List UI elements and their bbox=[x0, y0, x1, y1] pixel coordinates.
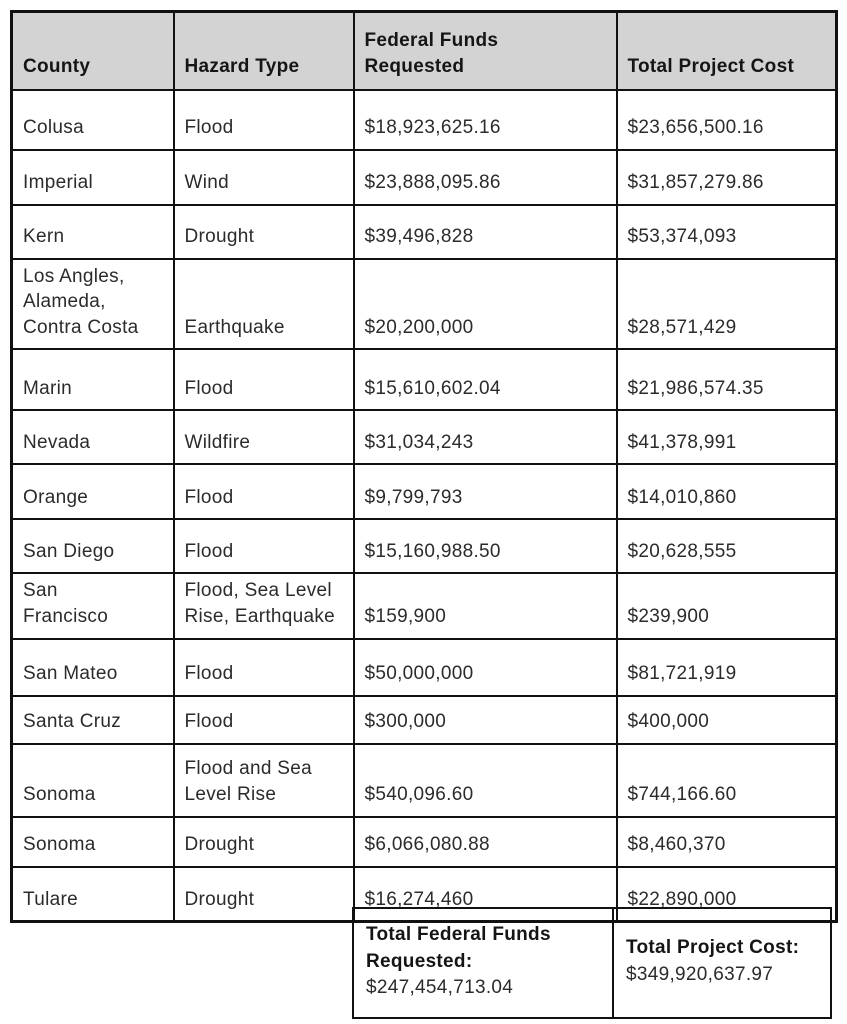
cell-federal-funds: $31,034,243 bbox=[354, 410, 617, 464]
cell-county: Imperial bbox=[12, 150, 174, 205]
cell-federal-funds: $50,000,000 bbox=[354, 639, 617, 696]
cell-total-cost: $81,721,919 bbox=[617, 639, 837, 696]
cell-total-cost: $239,900 bbox=[617, 573, 837, 638]
cell-county: San Mateo bbox=[12, 639, 174, 696]
cell-total-cost: $400,000 bbox=[617, 696, 837, 744]
table-row bbox=[12, 696, 837, 744]
cell-county: Tulare bbox=[12, 867, 174, 922]
cell-hazard-type: Drought bbox=[174, 817, 354, 867]
cell-county bbox=[12, 573, 174, 638]
table-row bbox=[12, 410, 837, 464]
cell-total-cost: $14,010,860 bbox=[617, 464, 837, 519]
cell-hazard-type: Earthquake bbox=[174, 259, 354, 350]
summary-federal-funds-cell bbox=[353, 908, 613, 1018]
cell-federal-funds: $9,799,793 bbox=[354, 464, 617, 519]
cell-hazard-type: Flood and Sea Level Rise bbox=[174, 744, 354, 817]
cell-total-cost: $31,857,279.86 bbox=[617, 150, 837, 205]
table-row bbox=[12, 519, 837, 573]
cell-federal-funds: $15,610,602.04 bbox=[354, 349, 617, 410]
table-row bbox=[12, 205, 837, 259]
table-header-row bbox=[12, 12, 837, 90]
cell-federal-funds: $300,000 bbox=[354, 696, 617, 744]
cell-county: Marin bbox=[12, 349, 174, 410]
cell-hazard-type: Wildfire bbox=[174, 410, 354, 464]
cell-federal-funds: $18,923,625.16 bbox=[354, 90, 617, 150]
cell-county bbox=[12, 259, 174, 350]
cell-county: Sonoma bbox=[12, 817, 174, 867]
table-row bbox=[12, 150, 837, 205]
summary-total-cost-label: Total Project Cost: bbox=[626, 937, 800, 959]
cell-county: Kern bbox=[12, 205, 174, 259]
cell-county: Sonoma bbox=[12, 744, 174, 817]
cell-federal-funds: $16,274,460 bbox=[354, 867, 617, 922]
cell-federal-funds: $20,200,000 bbox=[354, 259, 617, 350]
cell-hazard-type: Drought bbox=[174, 867, 354, 922]
cell-total-cost: $22,890,000 bbox=[617, 867, 837, 922]
cell-total-cost: $41,378,991 bbox=[617, 410, 837, 464]
cell-hazard-type: Flood, Sea Level Rise, Earthquake bbox=[174, 573, 354, 638]
column-header-county: County bbox=[12, 12, 174, 90]
cell-hazard-type: Flood bbox=[174, 519, 354, 573]
cell-hazard-type: Flood bbox=[174, 696, 354, 744]
cell-hazard-type: Flood bbox=[174, 639, 354, 696]
cell-total-cost: $21,986,574.35 bbox=[617, 349, 837, 410]
table-row bbox=[12, 639, 837, 696]
cell-total-cost: $23,656,500.16 bbox=[617, 90, 837, 150]
cell-hazard-type: Flood bbox=[174, 90, 354, 150]
summary-total-cost-value: $349,920,637.97 bbox=[626, 964, 774, 985]
column-header-federal-funds bbox=[354, 12, 617, 90]
cell-hazard-type: Wind bbox=[174, 150, 354, 205]
cell-federal-funds: $6,066,080.88 bbox=[354, 817, 617, 867]
column-header-total-project-cost: Total Project Cost bbox=[617, 12, 837, 90]
cell-county-text: San Francisco bbox=[23, 580, 109, 628]
cell-hazard-type: Drought bbox=[174, 205, 354, 259]
table-row bbox=[12, 259, 837, 350]
cell-county: Santa Cruz bbox=[12, 696, 174, 744]
cell-county: Colusa bbox=[12, 90, 174, 150]
cell-county-text: Los Angles, Alameda, Contra Costa bbox=[23, 265, 139, 338]
cell-county: Nevada bbox=[12, 410, 174, 464]
cell-federal-funds: $39,496,828 bbox=[354, 205, 617, 259]
cell-federal-funds: $159,900 bbox=[354, 573, 617, 638]
column-header-hazard-type: Hazard Type bbox=[174, 12, 354, 90]
cell-total-cost: $20,628,555 bbox=[617, 519, 837, 573]
summary-row bbox=[353, 908, 831, 1018]
summary-total-cost-cell bbox=[613, 908, 831, 1018]
table-row bbox=[12, 90, 837, 150]
column-header-federal-funds-label: Federal Funds Requested bbox=[364, 30, 499, 77]
cell-federal-funds: $15,160,988.50 bbox=[354, 519, 617, 573]
table-row bbox=[12, 744, 837, 817]
cell-hazard-type: Flood bbox=[174, 464, 354, 519]
cell-total-cost: $28,571,429 bbox=[617, 259, 837, 350]
cell-federal-funds: $540,096.60 bbox=[354, 744, 617, 817]
table-row bbox=[12, 817, 837, 867]
cell-hazard-type: Flood bbox=[174, 349, 354, 410]
summary-federal-funds-value: $247,454,713.04 bbox=[366, 977, 514, 999]
cell-county: San Diego bbox=[12, 519, 174, 573]
cell-total-cost: $8,460,370 bbox=[617, 817, 837, 867]
cell-federal-funds: $23,888,095.86 bbox=[354, 150, 617, 205]
cell-total-cost: $53,374,093 bbox=[617, 205, 837, 259]
table-row bbox=[12, 573, 837, 638]
table-row bbox=[12, 464, 837, 519]
summary-federal-funds-label: Total Federal Funds Requested: bbox=[366, 924, 551, 972]
table-row bbox=[12, 349, 837, 410]
hazard-funding-table bbox=[10, 10, 838, 923]
cell-county: Orange bbox=[12, 464, 174, 519]
summary-totals-table bbox=[352, 907, 832, 1019]
cell-total-cost: $744,166.60 bbox=[617, 744, 837, 817]
